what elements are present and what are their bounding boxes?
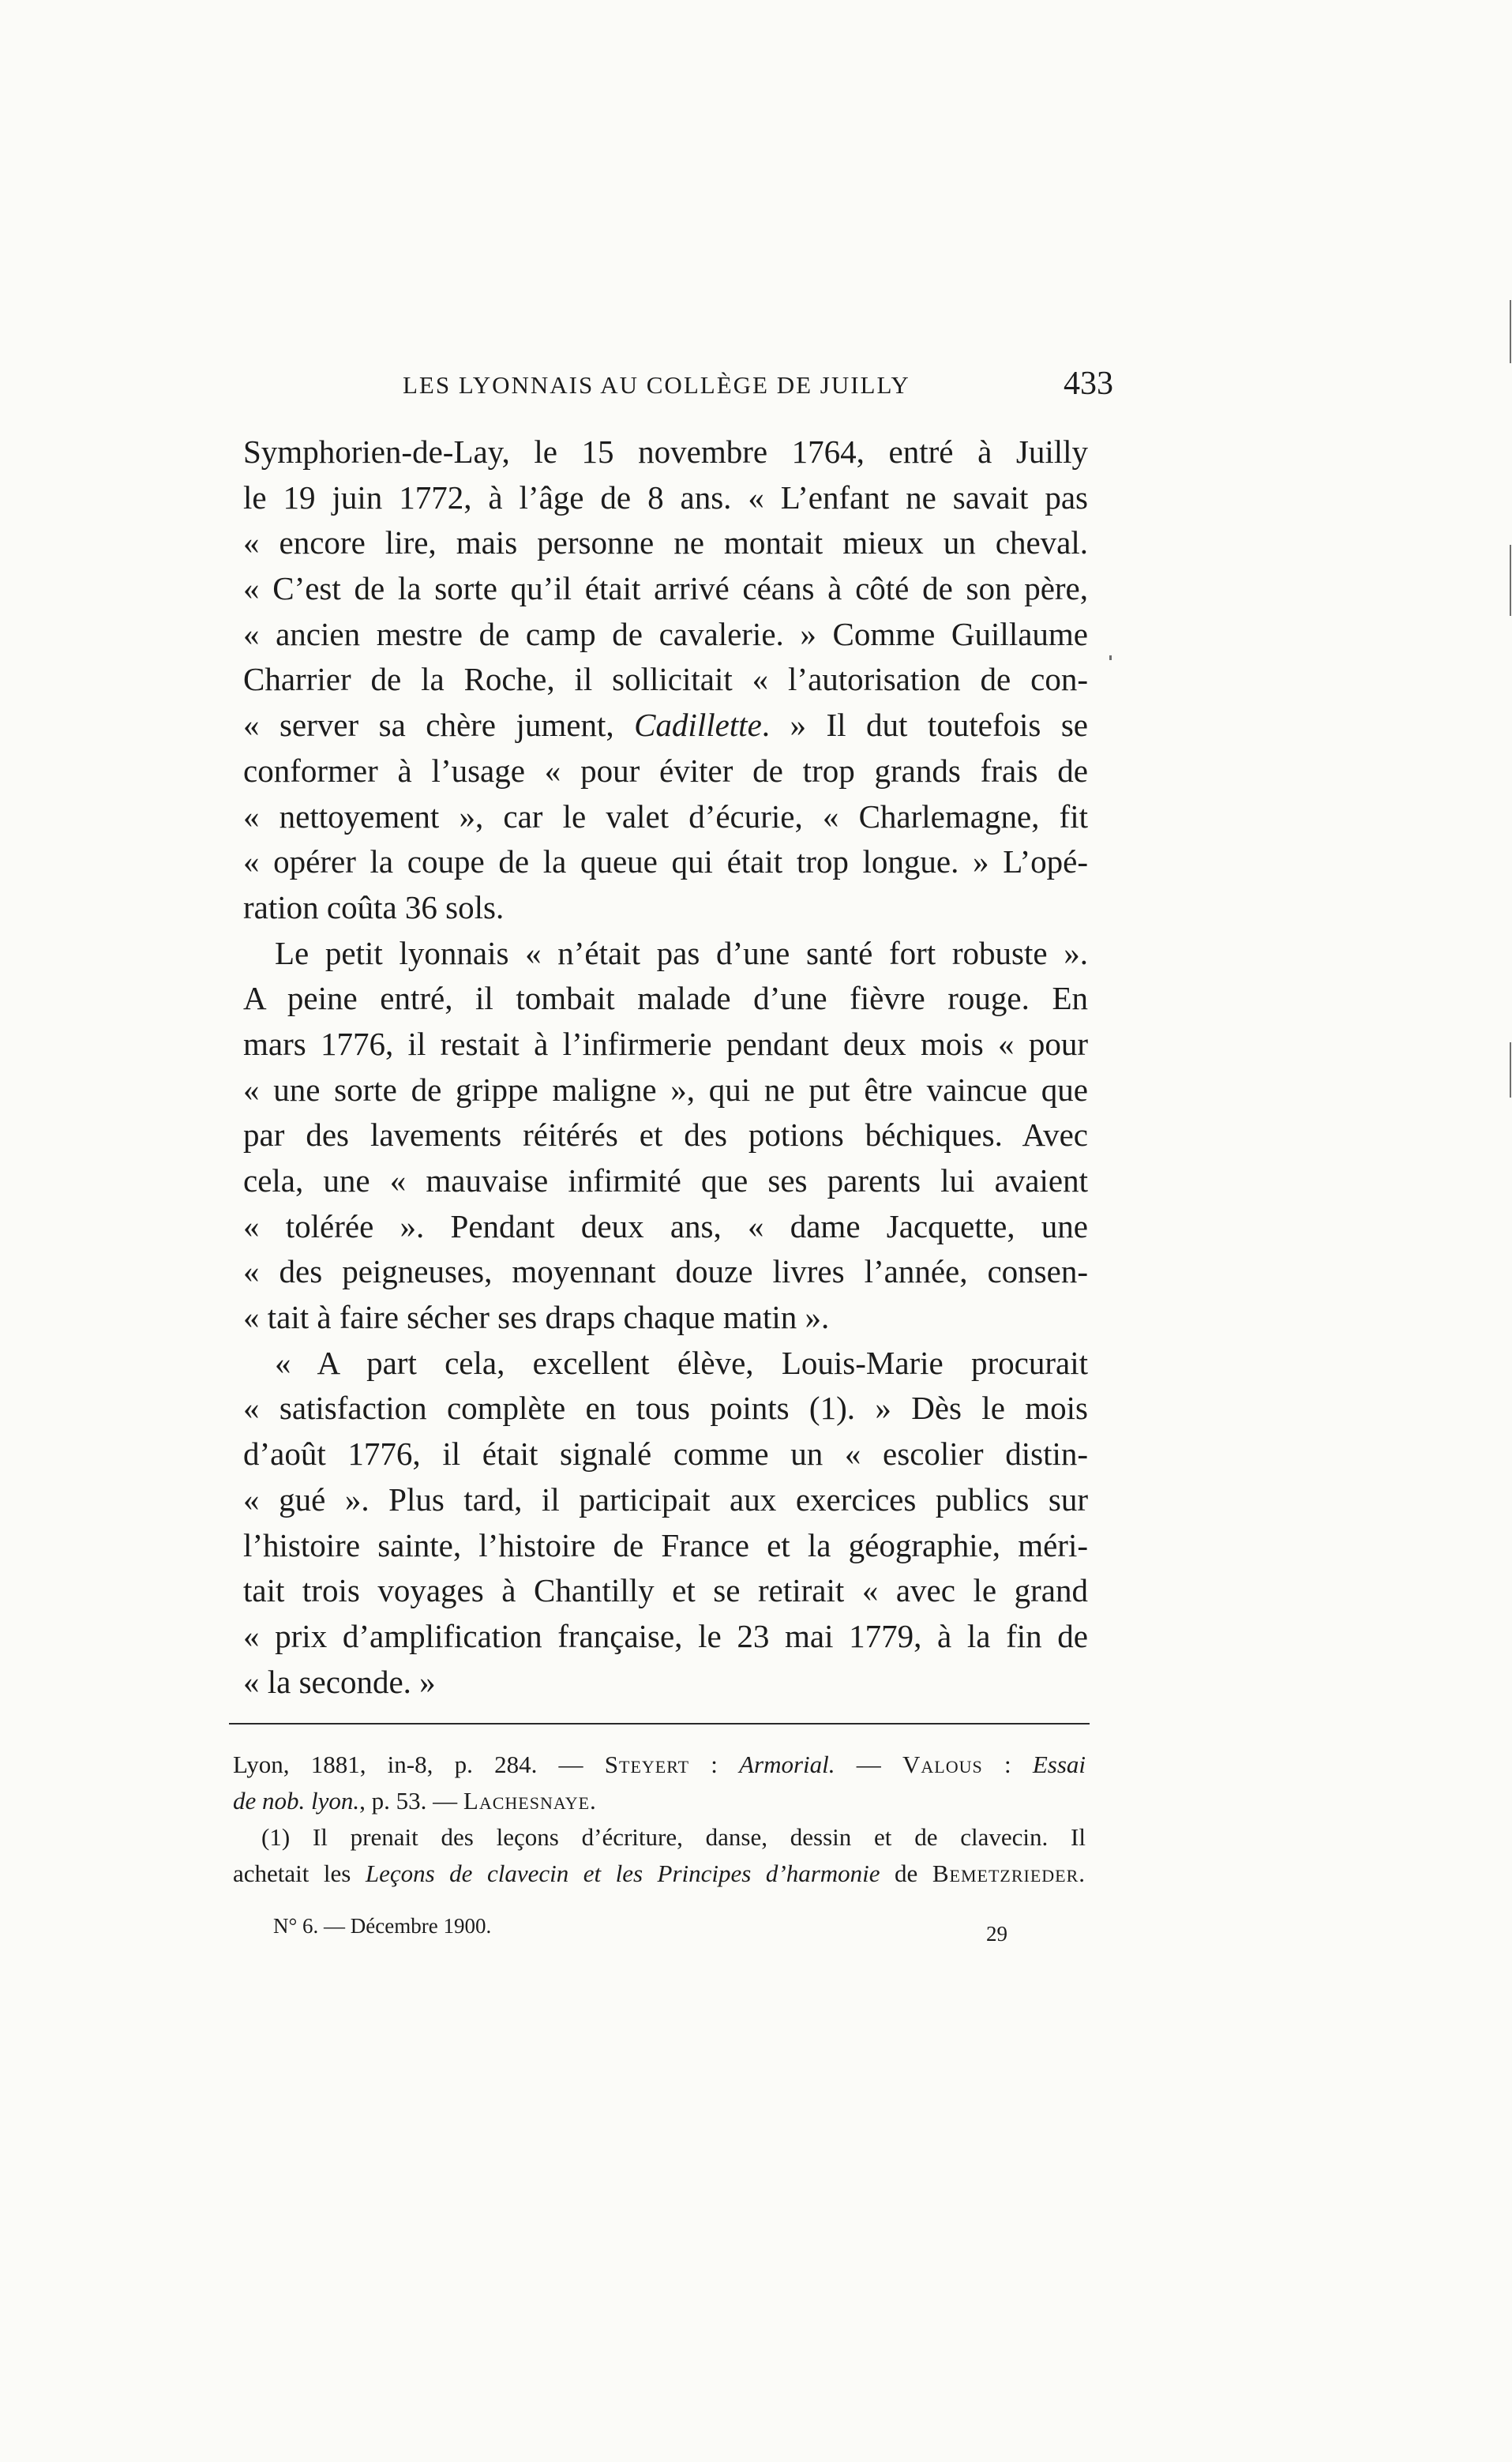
text-line: « tait à faire sécher ses draps chaque matin ». [243, 1299, 830, 1336]
work-title: Armorial. [739, 1751, 835, 1778]
footnote-line [233, 1856, 1086, 1892]
scan-artifact [1510, 545, 1511, 616]
footnote-line [233, 1747, 1086, 1783]
note-text: , p. 53. — [359, 1787, 463, 1815]
text-line: conformer à l’usage « pour éviter de trop grands frais de [243, 752, 1088, 789]
italic-name: Cadillette [634, 707, 762, 744]
text-line: « satisfaction complète en tous points (1). » Dès le mois [243, 1390, 1088, 1427]
footnotes [233, 1747, 1086, 1892]
text-line: cela, une « mauvaise infirmité que ses parents lui avaient [243, 1162, 1088, 1199]
running-head [245, 365, 1113, 412]
text-line: « encore lire, mais personne ne montait mieux un cheval. [243, 524, 1088, 561]
text-line: ration coûta 36 sols. [243, 888, 505, 925]
text-line: « A part cela, excellent élève, Louis-Marie procurait [275, 1344, 1088, 1381]
author-name: Bemetzrieder. [932, 1860, 1086, 1887]
text-line: mars 1776, il restait à l’infirmerie pendant deux mois « pour [243, 1025, 1088, 1062]
work-title: Leçons de clavecin et les Principes d’harmonie [365, 1860, 880, 1887]
text-line: « une sorte de grippe maligne », qui ne put être vaincue que [243, 1071, 1088, 1108]
text-line: A peine entré, il tombait malade d’une fièvre rouge. En [243, 980, 1088, 1017]
body-text [243, 430, 1088, 1705]
note-text: Lyon, 1881, in-8, p. 284. — [233, 1751, 605, 1778]
text-line: « la seconde. » [243, 1663, 436, 1700]
note-text: de [880, 1860, 932, 1887]
text-line: d’août 1776, il était signalé comme un « escolier distin- [243, 1436, 1088, 1473]
work-title: Essai [1032, 1751, 1086, 1778]
footnote-line: (1) Il prenait des leçons d’écriture, danse, dessin et de clavecin. Il [261, 1823, 1086, 1851]
text-line: Charrier de la Roche, il sollicitait « l’autorisation de con- [243, 661, 1088, 698]
author-name: Lachesnaye. [463, 1787, 597, 1815]
author-name: Steyert [604, 1751, 690, 1778]
text-line: « server sa chère jument, Cadillette. » Il dut toutefois se [243, 707, 1088, 744]
note-text: : [982, 1751, 1033, 1778]
text-line: par des lavements réitérés et des potions béchiques. Avec [243, 1117, 1088, 1154]
text-line: « gué ». Plus tard, il participait aux exercices publics sur [243, 1481, 1088, 1518]
footnote-line [233, 1783, 1086, 1819]
text-line: Le petit lyonnais « n’était pas d’une santé fort robuste ». [275, 934, 1088, 971]
page-number: 433 [1064, 366, 1113, 402]
note-text: : [689, 1751, 740, 1778]
scan-artifact [1510, 1042, 1511, 1098]
text-line: « opérer la coupe de la queue qui était trop longue. » L’opé- [243, 843, 1088, 880]
text-line: l’histoire sainte, l’histoire de France et la géographie, méri- [243, 1526, 1088, 1563]
text-line: « C’est de la sorte qu’il était arrivé céans à côté de son père, [243, 570, 1088, 607]
text-line: « ancien mestre de camp de cavalerie. » Comme Guillaume [243, 615, 1088, 652]
running-title: LES LYONNAIS AU COLLÈGE DE JUILLY [403, 371, 910, 399]
footnote-rule [229, 1723, 1090, 1725]
text-line: Symphorien-de-Lay, le 15 novembre 1764, entré à Juilly [243, 433, 1088, 470]
note-text: — [835, 1751, 902, 1778]
issue-line: N° 6. — Décembre 1900. [273, 1914, 492, 1938]
note-text: achetait les [233, 1860, 366, 1887]
text-line: « des peigneuses, moyennant douze livres l’année, consen- [243, 1253, 1088, 1290]
work-title: de nob. lyon. [233, 1787, 360, 1815]
author-name: Valous [902, 1751, 983, 1778]
text-line: « nettoyement », car le valet d’écurie, « Charlemagne, fit [243, 798, 1088, 835]
text-line: « prix d’amplification française, le 23 mai 1779, à la fin de [243, 1617, 1088, 1654]
scan-artifact [1510, 300, 1511, 363]
text-line: tait trois voyages à Chantilly et se retirait « avec le grand [243, 1572, 1088, 1609]
page-footer [273, 1914, 1007, 1953]
text-line: « tolérée ». Pendant deux ans, « dame Jacquette, une [243, 1207, 1088, 1244]
scan-artifact [1109, 655, 1112, 660]
text-line: le 19 juin 1772, à l’âge de 8 ans. « L’enfant ne savait pas [243, 479, 1088, 516]
signature-mark: 29 [986, 1922, 1007, 1946]
